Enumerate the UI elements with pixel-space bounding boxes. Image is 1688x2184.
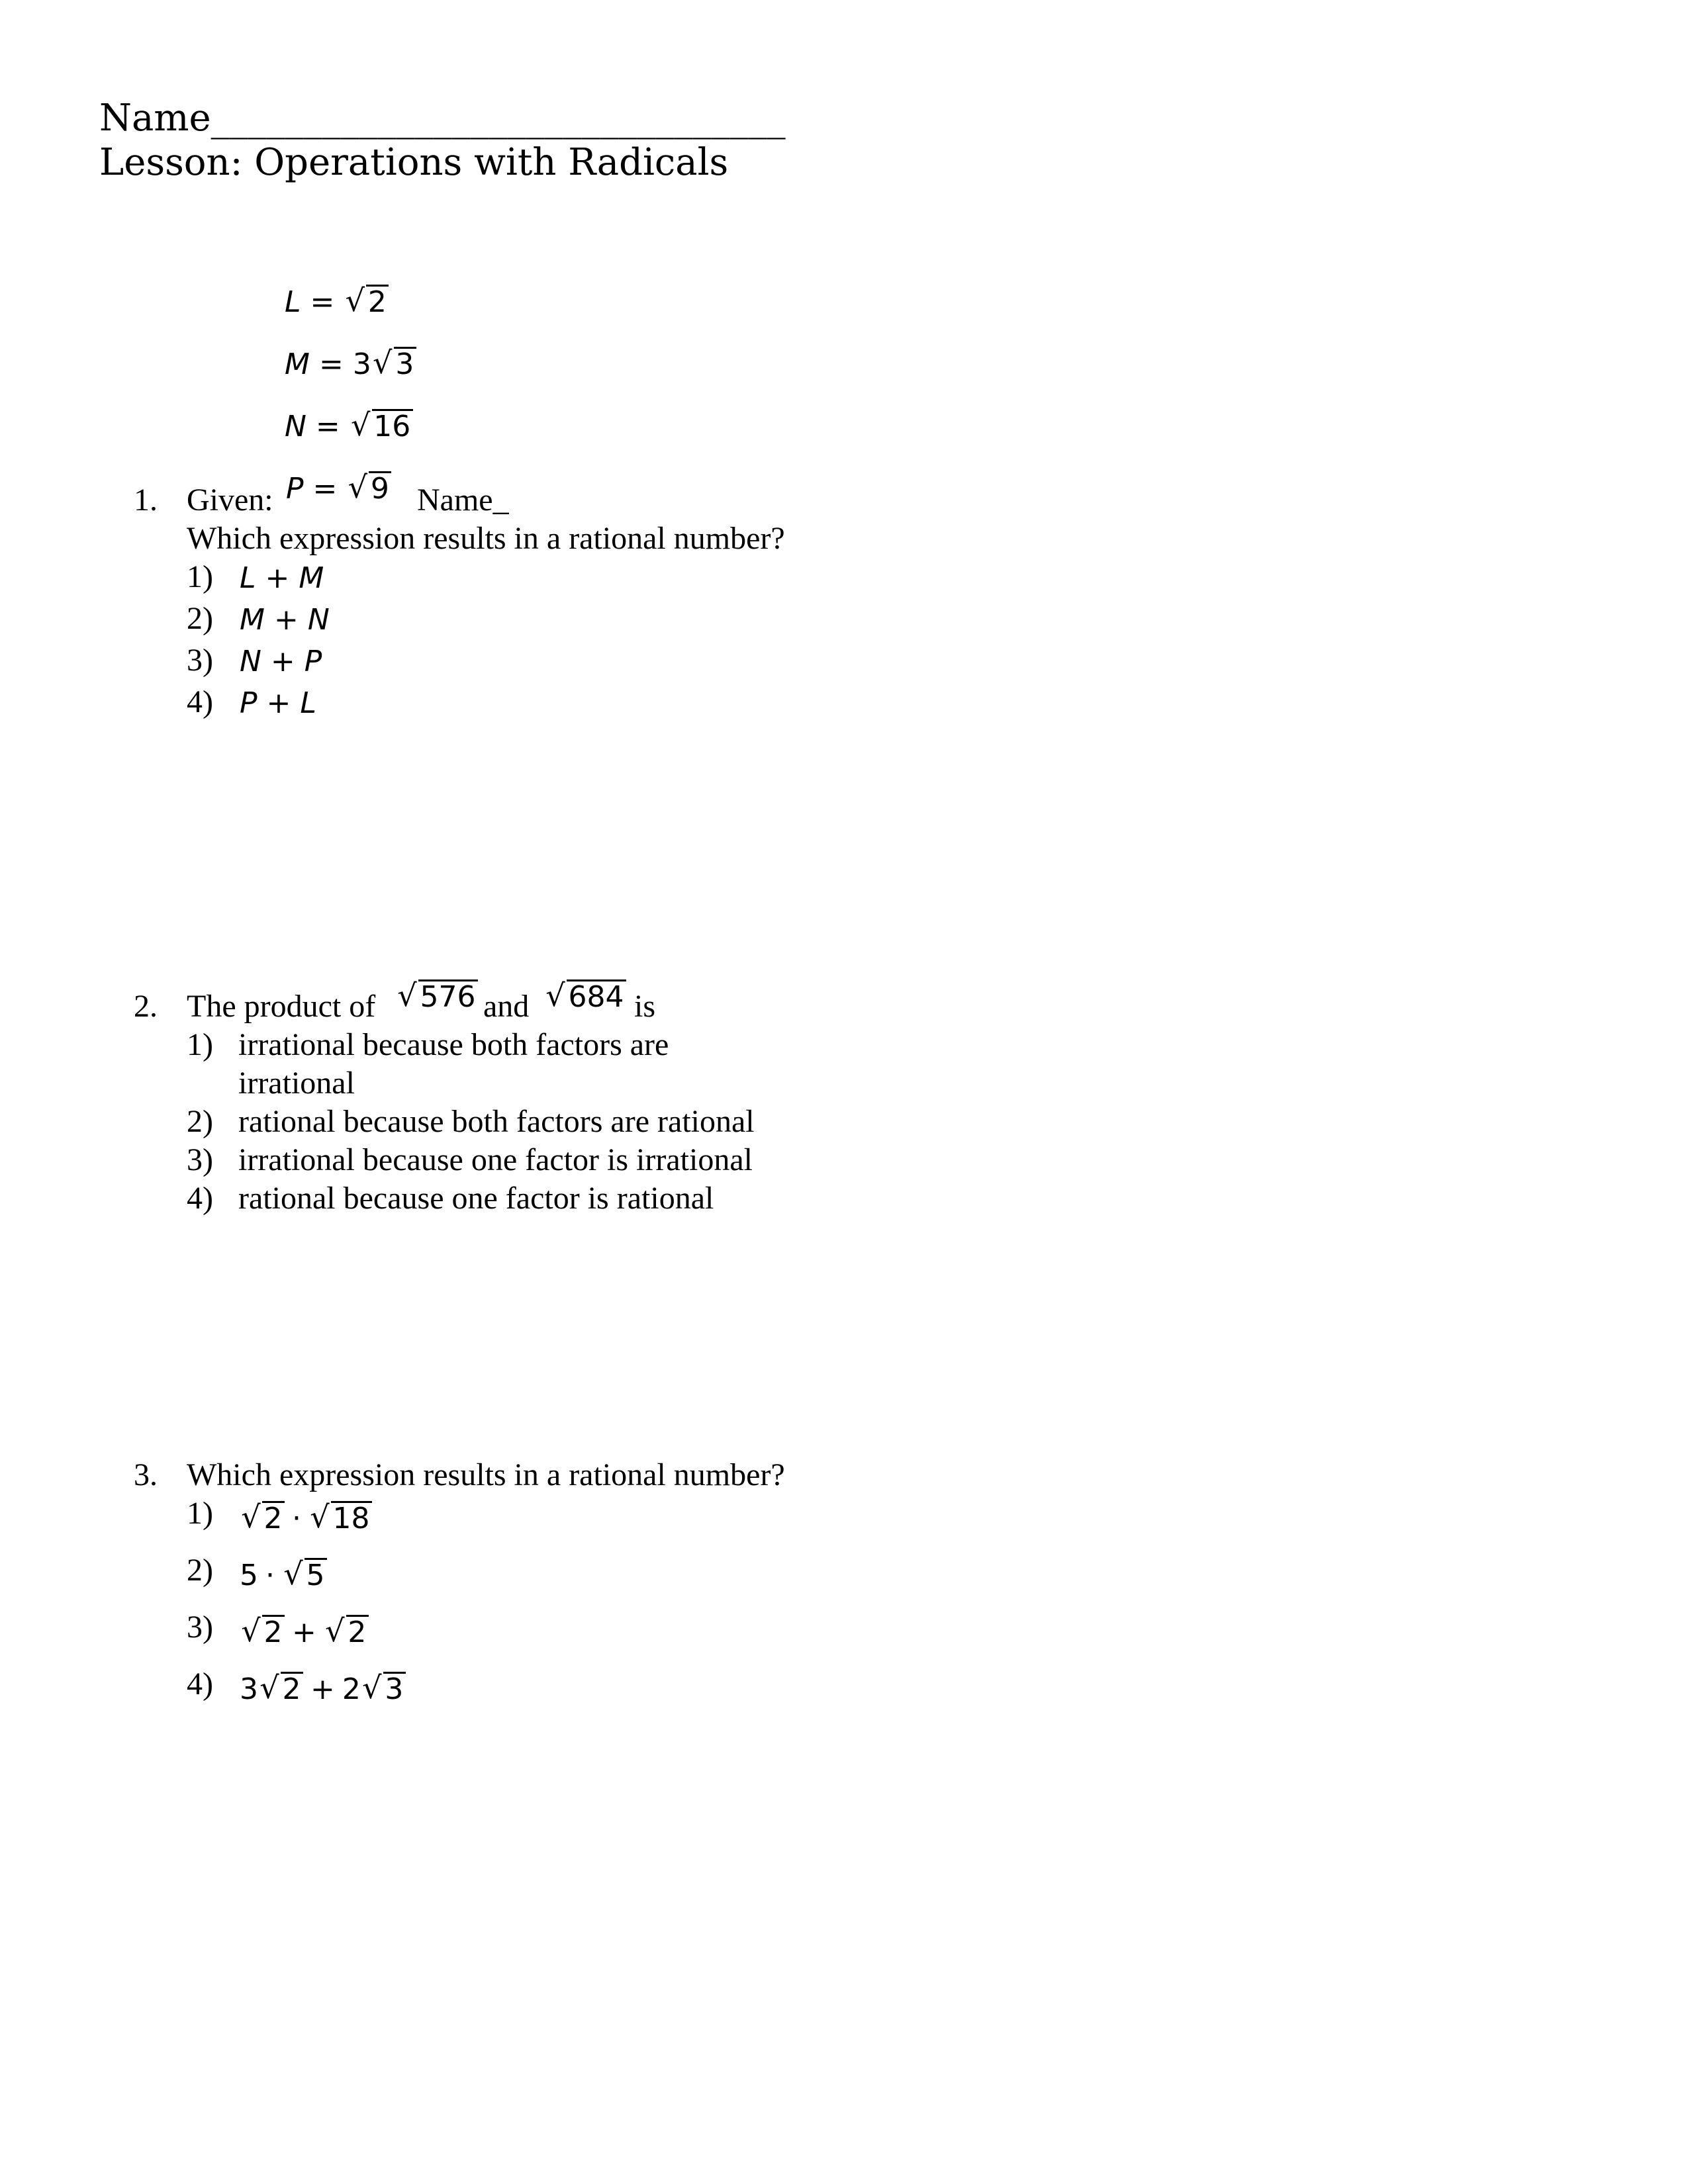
var-n: N (285, 410, 306, 443)
question-tail: is (634, 989, 656, 1024)
name-line[interactable]: Name_______________________________ (99, 97, 786, 140)
given-n: N = √ 16 (285, 409, 413, 444)
choice-number: 1) (187, 559, 213, 594)
question-number: 1. (134, 482, 158, 518)
choice-number: 2) (187, 1553, 213, 1588)
choice-number: 4) (187, 1181, 213, 1216)
choice-number: 4) (187, 684, 213, 719)
radical: √ 16 (351, 409, 413, 444)
conjunction: and (483, 989, 530, 1024)
choice-text[interactable]: irrational because both factors are (238, 1027, 669, 1062)
var-p: P (286, 472, 304, 506)
choice-number: 3) (187, 643, 213, 678)
choice-expression[interactable]: M + N (240, 603, 330, 637)
choice-text[interactable]: rational because one factor is rational (238, 1181, 714, 1216)
var-m: M (285, 347, 310, 381)
choice-text[interactable]: irrational because one factor is irrational (238, 1142, 753, 1177)
choice-expression[interactable]: 5 · √ 5 (240, 1558, 327, 1593)
given-m: M = 3 √ 3 (285, 347, 416, 382)
choice-expression[interactable]: 3 √ 2 + 2 √ 3 (240, 1672, 406, 1707)
choice-expression[interactable]: N + P (240, 645, 322, 678)
choice-text-continued[interactable]: irrational (238, 1066, 355, 1101)
choice-number: 2) (187, 1104, 213, 1139)
question-lead: Given: (187, 482, 273, 518)
choice-expression[interactable]: L + M (240, 561, 324, 595)
choice-number: 1) (187, 1496, 213, 1531)
radical: √ 2 (346, 285, 389, 320)
choice-expression[interactable]: √ 2 + √ 2 (240, 1615, 369, 1650)
radical-576: √ 576 (396, 979, 478, 1015)
question-prompt: Which expression results in a rational number? (187, 521, 785, 556)
page-title: Lesson: Operations with Radicals (99, 141, 729, 184)
choice-expression[interactable]: P + L (240, 686, 316, 720)
given-l: L = √ 2 (285, 285, 389, 320)
choice-number: 1) (187, 1027, 213, 1062)
question-number: 2. (134, 989, 158, 1024)
given-p: P = √ 9 (286, 471, 391, 506)
radical: √ 3 (373, 347, 416, 382)
question-lead: The product of (187, 989, 376, 1024)
choice-expression[interactable]: √ 2 · √ 18 (240, 1501, 372, 1536)
name-tag: Name_ (417, 482, 509, 518)
question-number: 3. (134, 1457, 158, 1492)
choice-number: 2) (187, 601, 213, 636)
choice-text[interactable]: rational because both factors are rational (238, 1104, 755, 1139)
choice-number: 3) (187, 1142, 213, 1177)
var-l: L (285, 285, 301, 319)
radical-684: √ 684 (544, 979, 626, 1015)
choice-number: 3) (187, 1610, 213, 1645)
choice-number: 4) (187, 1666, 213, 1702)
question-prompt: Which expression results in a rational number? (187, 1457, 785, 1492)
radical: √ 9 (348, 471, 392, 506)
